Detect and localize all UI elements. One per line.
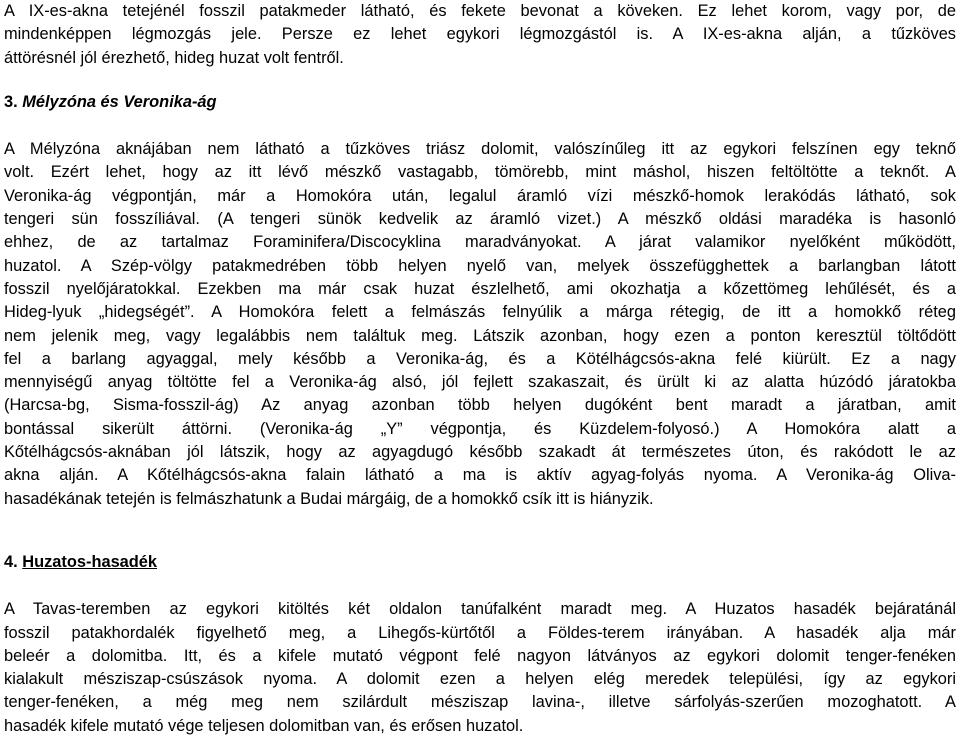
text-line: kialakult mésziszap-csúszások nyoma. A dolomit ezen a helyen elég meredek települési, így az egykori bbox=[4, 670, 956, 689]
intro-paragraph bbox=[4, 0, 956, 70]
text-line: áttörésnél jól érezhető, hideg huzat volt fentről. bbox=[4, 48, 344, 67]
text-line: fosszil nyelőjáratokkal. Ezekben ma már csak huzat észlelhető, ami okozhatja a kőzettömeg lehűlését, és a bbox=[4, 279, 956, 298]
text-line: Veronika-ág végpontján, már a Homokóra után, legalul áramló vízi mészkő-homok lerakódás látható, sok bbox=[4, 186, 956, 205]
text-line: tenger-fenéken, a még meg nem szilárdult mésziszap lavina-, illetve sárfolyás-szerűen mozoghatott. A bbox=[4, 693, 956, 712]
text-line: ehhez, de az tartalmaz Foraminifera/Discocyklina maradványokat. A járat valamikor nyelőként működött, bbox=[4, 233, 956, 252]
text-line: Kőtélhágcsós-aknában jól látszik, hogy az agyagdugó később szakadt át természetes úton, és rakódott le az bbox=[4, 443, 956, 462]
text-line: A Tavas-teremben az egykori kitöltés két oldalon tanúfalként maradt meg. A Huzatos hasadék bejáratánál bbox=[4, 600, 956, 619]
text-line: hasadék kifele mutató vége teljesen dolomitban van, és erősen huzatol. bbox=[4, 716, 524, 735]
document-page bbox=[4, 0, 956, 738]
text-line: Hideg-lyuk „hidegségét”. A Homokóra felett a felmászás felnyúlik a márga rétegig, de itt a homokkő réteg bbox=[4, 303, 956, 322]
text-line: (Harcsa-bg, Sisma-fosszil-ág) Az anyag azonban több helyen dugóként bent maradt a járatban, amit bbox=[4, 396, 956, 415]
text-line: A IX-es-akna tetejénél fosszil patakmeder látható, és fekete bevonat a köveken. Ez lehet korom, vagy por, de bbox=[4, 2, 956, 20]
text-line: tengeri sün fosszíliával. (A tengeri sünök kedvelik az áramló vizet.) A mészkő oldási maradéka is hasonló bbox=[4, 210, 956, 229]
text-line: hasadékának tetején is felmászhatunk a Budai márgáig, de a homokkő csík itt is hiányzik. bbox=[4, 489, 654, 508]
section-3-title: Mélyzóna és Veronika-ág bbox=[22, 92, 217, 111]
text-line: huzatol. A Szép-völgy patakmedrében több helyen nyelő van, melyek összefügghettek a barlangban látott bbox=[4, 256, 956, 275]
text-line: bontással sikerült áttörni. (Veronika-ág „Y” végpontja, és Küzdelem-folyosó.) A Homokóra alatt a bbox=[4, 419, 956, 438]
text-line: volt. Ezért lehet, hogy az itt lévő mészkő vastagabb, tömörebb, mint máshol, hiszen feltöltötte a teknőt. A bbox=[4, 163, 956, 182]
section-4-paragraph bbox=[4, 598, 956, 738]
text-line: nem jelenik meg, vagy legalábbis nem találtuk meg. Látszik azonban, hogy ezen a ponton keresztül töltődött bbox=[4, 326, 956, 345]
section-4-number: 4. bbox=[4, 552, 18, 571]
section-3-paragraph bbox=[4, 138, 956, 511]
section-3-heading bbox=[4, 91, 956, 114]
section-4-title: Huzatos-hasadék bbox=[22, 552, 158, 571]
text-line: beleér a dolomitba. Itt, és a kifele mutató végpont felé nagyon látványos az egykori dolomit tenger-fenéken bbox=[4, 646, 956, 665]
section-4-heading bbox=[4, 551, 956, 574]
text-line: A Mélyzóna aknájában nem látható a tűzköves triász dolomit, valószínűleg itt az egykori felszínen egy teknő bbox=[4, 140, 956, 159]
text-line: fosszil patakhordalék figyelhető meg, a Lihegős-kürtőtől a Földes-terem irányában. A hasadék alja már bbox=[4, 623, 956, 642]
text-line: akna alján. A Kőtélhágcsós-akna falain látható a ma is aktív agyag-folyás nyoma. A Veronika-ág Oliva- bbox=[4, 466, 956, 485]
text-line: fel a barlang agyaggal, mely később a Veronika-ág, és a Kötélhágcsós-akna felé kiürült. Ez a nagy bbox=[4, 349, 956, 368]
text-line: mindenképpen légmozgás jele. Persze ez lehet egykori légmozgástól is. A IX-es-akna alján, a tűzköves bbox=[4, 25, 956, 44]
text-line: mennyiségű anyag töltötte fel a Veronika-ág alsó, jól fejlett szakaszait, és ürült ki az alatta húzódó járatokba bbox=[4, 373, 956, 392]
section-3-number: 3. bbox=[4, 92, 18, 111]
